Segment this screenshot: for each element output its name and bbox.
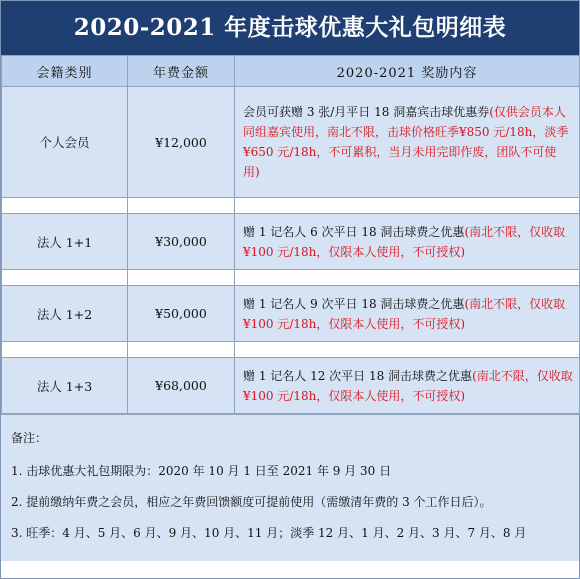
reward-text: 赠 1 记名人 12 次平日 18 洞击球费之优惠 (243, 368, 473, 383)
note-item: 2. 提前缴纳年费之会员，相应之年费回馈额度可提前使用（需缴清年费的 3 个工作日后）。 (11, 495, 492, 509)
reward-condition-text: (南北不限，仅收取¥100 元/18h，仅限本人使用，不可授权) (243, 224, 566, 259)
reward-text: 会员可获赠 3 张/月平日 18 洞嘉宾击球优惠券 (243, 105, 490, 119)
row-reward (235, 286, 580, 342)
table-header-row (2, 56, 580, 87)
header-fee: 年费金额 (128, 56, 235, 87)
benefit-table (1, 55, 580, 414)
row-fee: ¥50,000 (128, 286, 235, 342)
table-row (2, 358, 580, 414)
note-item: 3. 旺季：4 月、5 月、6 月、9 月、10 月、11 月；淡季 12 月、1 月、2 月、3 月、7 月、8 月 (11, 526, 527, 540)
table-row (2, 87, 580, 198)
spacer-row (2, 198, 580, 214)
row-category: 法人 1+3 (2, 358, 128, 414)
reward-condition-text: (南北不限，仅收取¥100 元/18h，仅限本人使用，不可授权) (243, 296, 566, 331)
table-row (2, 214, 580, 270)
reward-condition-text: (仅供会员本人同组嘉宾使用，南北不限，击球价格旺季¥850 元/18h，淡季¥650 元/18h，不可累积，当月未用完即作废，团队不可使用) (243, 105, 569, 179)
row-fee: ¥68,000 (128, 358, 235, 414)
row-category: 法人 1+1 (2, 214, 128, 270)
spacer-row (2, 270, 580, 286)
notes-section (1, 414, 579, 561)
header-category: 会籍类别 (2, 56, 128, 87)
row-category: 个人会员 (2, 87, 128, 198)
row-fee: ¥12,000 (128, 87, 235, 198)
note-item: 1. 击球优惠大礼包期限为：2020 年 10 月 1 日至 2021 年 9 月 30 日 (11, 464, 392, 478)
row-category: 法人 1+2 (2, 286, 128, 342)
row-reward (235, 358, 580, 414)
notes-title: 备注： (11, 431, 48, 445)
row-fee: ¥30,000 (128, 214, 235, 270)
page-title: 2020-2021 年度击球优惠大礼包明细表 (1, 1, 579, 55)
row-reward (235, 87, 580, 198)
table-row (2, 286, 580, 342)
reward-condition-text: (南北不限，仅收取¥100 元/18h，仅限本人使用，不可授权) (243, 368, 573, 403)
reward-text: 赠 1 记名人 9 次平日 18 洞击球费之优惠 (243, 296, 465, 311)
reward-text: 赠 1 记名人 6 次平日 18 洞击球费之优惠 (243, 224, 465, 239)
row-reward (235, 214, 580, 270)
header-reward: 2020-2021 奖励内容 (235, 56, 580, 87)
spacer-row (2, 342, 580, 358)
